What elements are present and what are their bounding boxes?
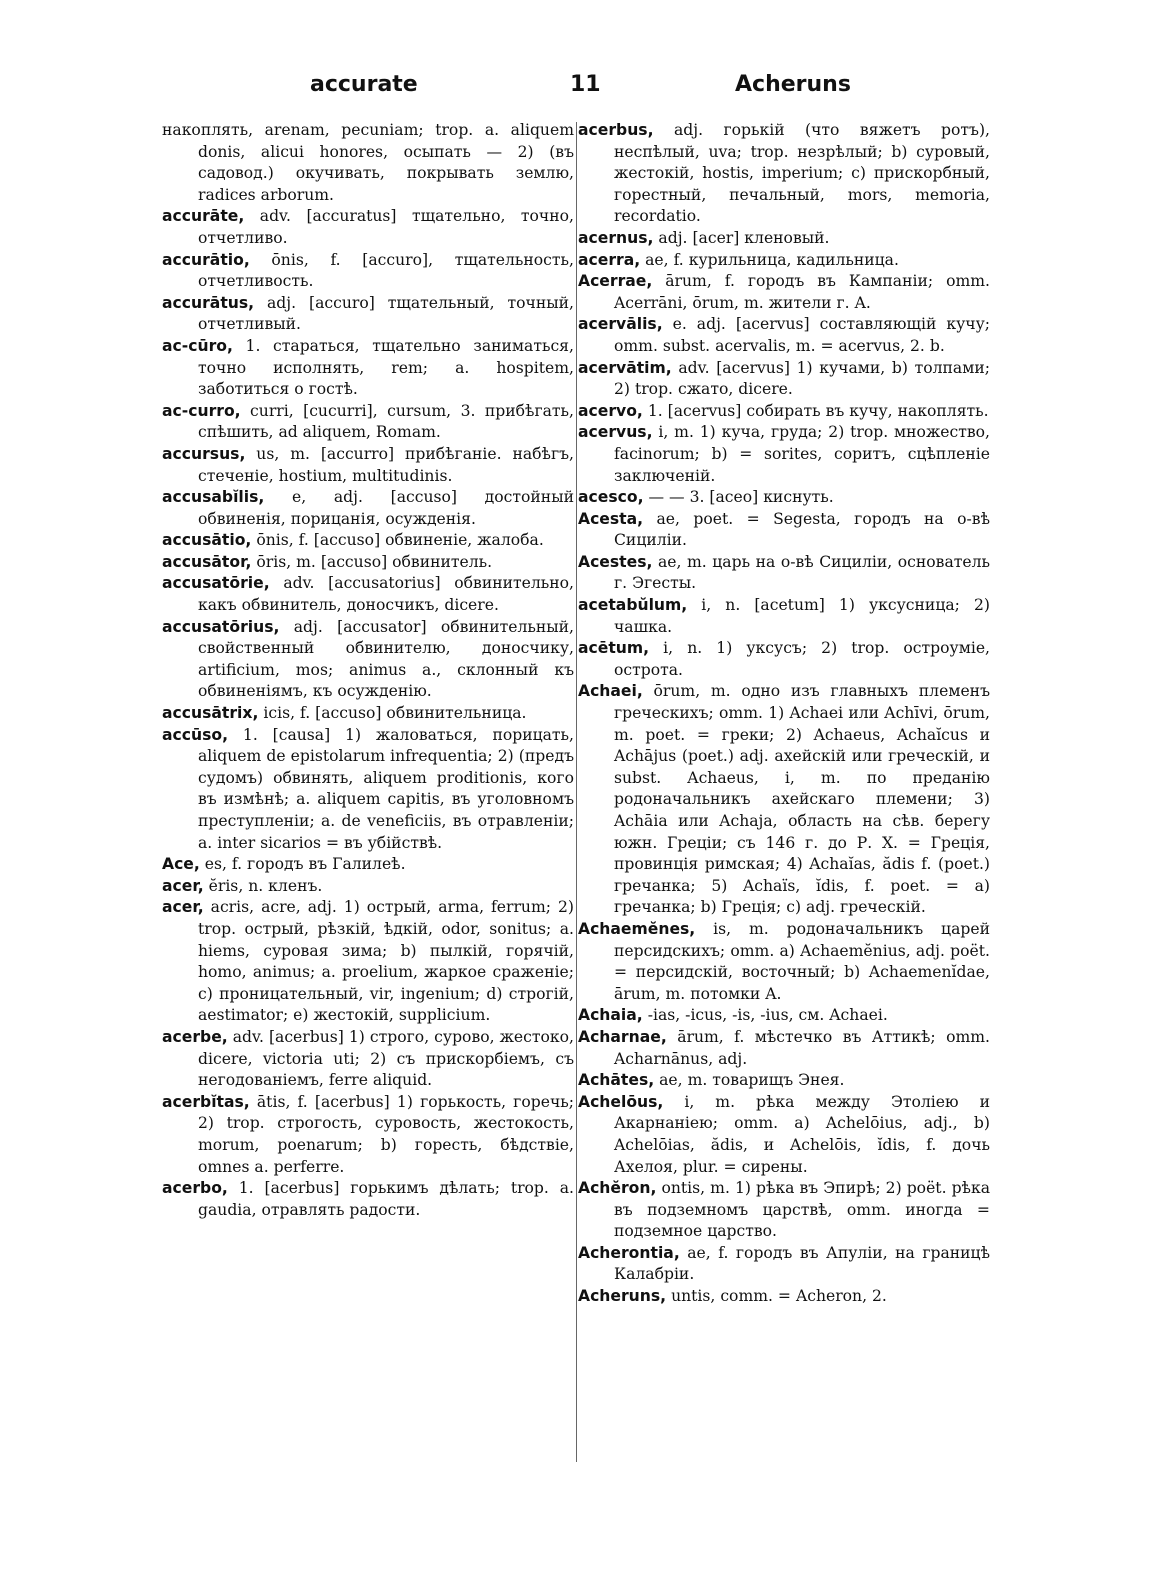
- dictionary-entry: [162, 897, 574, 1027]
- entry-definition: untis, comm. = Acheron, 2.: [671, 1287, 887, 1306]
- page-header: [0, 72, 1163, 108]
- dictionary-entry: [578, 314, 990, 357]
- entry-headword: accurātio,: [162, 250, 250, 269]
- dictionary-entry: [578, 681, 990, 919]
- entry-definition: i, n. 1) уксусъ; 2) trop. остроуміе, острота.: [614, 639, 990, 679]
- entry-headword: Acharnae,: [578, 1027, 667, 1046]
- entry-headword: Achaemĕnes,: [578, 919, 696, 938]
- entry-definition: us, m. [accurro] прибѣганіе. набѣгъ, стеченіе, hostium, multitudinis.: [198, 444, 575, 485]
- entry-headword: Achĕron,: [578, 1179, 657, 1198]
- entry-definition: ōris, m. [accuso] обвинитель.: [256, 552, 493, 571]
- dictionary-entry: [578, 1178, 990, 1243]
- entry-headword: accurātus,: [162, 293, 255, 312]
- entry-headword: accusatōrius,: [162, 617, 280, 636]
- dictionary-entry: [162, 487, 574, 530]
- entry-headword: Ace,: [162, 855, 200, 874]
- entry-definition: adj. [accusator] обвинительный, свойственный обвинителю, доносчику, artificium, mos; animus a., склонный къ обвиненіямъ, къ осужденію.: [198, 617, 574, 701]
- entry-definition: ae, poet. = Segesta, городъ на о-вѣ Сициліи.: [614, 509, 990, 550]
- entry-definition: ārum, f. мѣстечко въ Аттикѣ; omm. Acharnānus, adj.: [614, 1027, 990, 1068]
- entry-headword: accusātrix,: [162, 704, 259, 723]
- dictionary-entry: [162, 854, 574, 876]
- dictionary-entry: [162, 1027, 574, 1092]
- entry-definition: ōrum, m. одно изъ главныхъ племенъ греческихъ; omm. 1) Achaei или Achīvi, ōrum, m. poet. = греки; 2) Achaeus, Achaĭcus и Achājus (poet.) adj. ахейскій или греческій, и subst. Achaeus, i, m. по преданію родоначальникъ ахейскаго племени; 3) Achāia или Achaja, область на сѣв. берегу южн. Греціи; съ 146 г. до Р. Х. = Греція, провинція римская; 4) Achaĭas, ădis f. (poet.) гречанка; 5) Achaïs, ĭdis, f. poet. = a) гречанка; b) Греція; c) adj. греческій.: [614, 682, 990, 917]
- dictionary-entry: [578, 509, 990, 552]
- entry-definition: накоплять, arenam, pecuniam; trop. a. aliquem donis, alicui honores, осыпать — 2) (въ садовод.) окучивать, покрывать землю, radices arborum.: [162, 121, 574, 204]
- entry-headword: acernus,: [578, 228, 654, 247]
- left-column: [162, 120, 574, 1221]
- entry-headword: accusabĭlis,: [162, 488, 265, 507]
- dictionary-entry: [578, 228, 990, 250]
- entry-definition: ae, f. курильница, кадильница.: [645, 250, 899, 269]
- entry-definition: icis, f. [accuso] обвинительница.: [263, 704, 527, 723]
- entry-headword: acerbo,: [162, 1179, 228, 1198]
- dictionary-entry: [578, 595, 990, 638]
- dictionary-entry: [578, 1070, 990, 1092]
- entry-definition: acris, acre, adj. 1) острый, arma, ferrum; 2) trop. острый, рѣзкій, ѣдкій, odor, sonitus; a. hiems, суровая зима; b) пылкій, горячій, homo, animus; a. proelium, жаркое сраженіе; c) проницательный, vir, ingenium; d) строгій, aestimator; e) жестокій, supplicium.: [198, 898, 574, 1025]
- entry-definition: es, f. городъ въ Галилеѣ.: [204, 855, 406, 874]
- dictionary-entry: [578, 552, 990, 595]
- entry-headword: acetabŭlum,: [578, 596, 688, 615]
- entry-definition: curri, [cucurri], cursum, 3. прибѣгать, спѣшить, ad aliquem, Romam.: [198, 401, 574, 442]
- entry-definition: 1. [causa] 1) жаловаться, порицать, aliquem de epistolarum infrequentia; 2) (предъ судомъ) обвинять, aliquem proditionis, кого въ измѣнѣ; a. aliquem capitis, въ уголовномъ преступленіи; a. de veneficiis, въ отравленіи; a. inter sicarios = въ убійствѣ.: [198, 725, 574, 852]
- dictionary-entry: [162, 401, 574, 444]
- entry-headword: accūso,: [162, 725, 229, 744]
- entry-definition: e. adj. [acervus] составляющій кучу; omm. subst. acervalis, m. = acervus, 2. b.: [614, 315, 990, 355]
- page-number: 11: [570, 72, 601, 97]
- entry-definition: e, adj. [accuso] достойный обвиненія, порицанія, осужденія.: [198, 488, 574, 528]
- entry-headword: Achelōus,: [578, 1092, 664, 1111]
- entry-definition: ōnis, f. [accuso] обвиненіе, жалоба.: [256, 531, 544, 550]
- entry-headword: ac-curro,: [162, 401, 241, 420]
- entry-headword: acerbe,: [162, 1027, 228, 1046]
- entry-definition: ae, m. царь на о-вѣ Сициліи, основатель г. Эгесты.: [614, 552, 990, 593]
- dictionary-entry: [162, 573, 574, 616]
- dictionary-entry: [578, 271, 990, 314]
- dictionary-entry: [578, 1027, 990, 1070]
- dictionary-entry: [162, 336, 574, 401]
- column-divider: [576, 122, 577, 1462]
- entry-definition: adj. горькій (что вяжетъ ротъ), неспѣлый, uva; trop. незрѣлый; b) суровый, жестокій, hostis, imperium; c) прискорбный, горестный, печальный, mors, memoria, recordatio.: [614, 121, 990, 226]
- entry-definition: 1. стараться, тщательно заниматься, точно исполнять, rem; a. hospitem, заботиться о гостѣ.: [198, 336, 574, 399]
- entry-headword: acer,: [162, 876, 204, 895]
- entry-definition: adv. [acervus] 1) кучами, b) толпами; 2) trop. сжато, dicere.: [614, 358, 990, 399]
- entry-headword: Acestes,: [578, 552, 653, 571]
- dictionary-entry: [162, 206, 574, 249]
- dictionary-entry: [162, 250, 574, 293]
- entry-definition: -ias, -icus, -is, -ius, см. Achaei.: [647, 1006, 888, 1025]
- dictionary-entry: [162, 444, 574, 487]
- entry-headword: Acheruns,: [578, 1287, 667, 1306]
- entry-headword: acerra,: [578, 250, 641, 269]
- dictionary-entry: [578, 638, 990, 681]
- dictionary-entry: [162, 1178, 574, 1221]
- entry-headword: ac-cūro,: [162, 336, 233, 355]
- entry-headword: acer,: [162, 898, 204, 917]
- entry-headword: acerbus,: [578, 121, 654, 139]
- entry-headword: acervālis,: [578, 315, 663, 334]
- entry-definition: i, m. 1) куча, груда; 2) trop. множество, facinorum; b) = sorites, соритъ, сцѣпленіе заключеній.: [614, 423, 990, 485]
- entry-headword: Achaei,: [578, 682, 643, 701]
- dictionary-entry: [162, 120, 574, 206]
- entry-headword: accursus,: [162, 444, 246, 463]
- entry-definition: adj. [acer] кленовый.: [658, 228, 830, 247]
- entry-headword: acervus,: [578, 423, 653, 442]
- dictionary-entry: [162, 293, 574, 336]
- entry-definition: is, m. родоначальникъ царей персидскихъ; omm. a) Achaemĕnius, adj. poët. = персидскій, восточный; b) Achaemenĭdae, ārum, m. потомки A.: [614, 919, 990, 1003]
- entry-headword: Acerrae,: [578, 272, 653, 291]
- entry-headword: acētum,: [578, 639, 650, 658]
- dictionary-entry: [162, 617, 574, 703]
- entry-headword: acervātim,: [578, 358, 672, 377]
- entry-headword: accusātio,: [162, 531, 252, 550]
- dictionary-entry: [162, 552, 574, 574]
- dictionary-entry: [578, 422, 990, 487]
- entry-headword: acerbĭtas,: [162, 1092, 250, 1111]
- entry-definition: ae, f. городъ въ Апуліи, на границѣ Калабріи.: [614, 1243, 990, 1284]
- dictionary-entry: [578, 487, 990, 509]
- entry-definition: adv. [acerbus] 1) строго, сурово, жестоко, dicere, victoria uti; 2) съ прискорбіемъ, съ негодованіемъ, ferre aliquid.: [198, 1027, 574, 1090]
- entry-definition: ārum, f. городъ въ Кампаніи; omm. Acerrāni, ōrum, m. жители г. A.: [614, 272, 990, 312]
- dictionary-entry: [578, 401, 990, 423]
- dictionary-entry: [578, 1286, 990, 1308]
- dictionary-entry: [162, 1092, 574, 1178]
- entry-definition: — — 3. [aceo] киснуть.: [648, 488, 834, 507]
- entry-headword: Achaia,: [578, 1006, 643, 1025]
- entry-definition: adv. [accusatorius] обвинительно, какъ обвинитель, доносчикъ, dicere.: [198, 574, 574, 615]
- entry-headword: accusatōrie,: [162, 574, 270, 593]
- right-guide-word: Acheruns: [735, 72, 851, 97]
- entry-headword: accurāte,: [162, 207, 245, 226]
- dictionary-entry: [162, 876, 574, 898]
- dictionary-entry: [578, 1092, 990, 1178]
- entry-headword: Acherontia,: [578, 1243, 680, 1262]
- dictionary-entry: [578, 250, 990, 272]
- left-guide-word: accurate: [310, 72, 418, 97]
- entry-headword: Achātes,: [578, 1071, 655, 1090]
- entry-definition: i, m. рѣка между Этоліею и Акарнаніею; omm. a) Achelōius, adj., b) Achelōias, ădis, и Achelōis, ĭdis, f. дочь Ахелоя, plur. = сирены.: [614, 1092, 990, 1176]
- dictionary-entry: [578, 358, 990, 401]
- entry-definition: i, n. [acetum] 1) уксусница; 2) чашка.: [614, 596, 990, 636]
- dictionary-entry: [578, 1243, 990, 1286]
- entry-headword: Acesta,: [578, 509, 644, 528]
- entry-definition: ĕris, n. кленъ.: [208, 876, 323, 895]
- entry-definition: adv. [accuratus] тщательно, точно, отчетливо.: [198, 207, 574, 247]
- entry-headword: accusātor,: [162, 552, 252, 571]
- entry-headword: acesco,: [578, 488, 644, 507]
- dictionary-entry: [162, 703, 574, 725]
- dictionary-entry: [162, 725, 574, 855]
- entry-definition: 1. [acerbus] горькимъ дѣлать; trop. a. gaudia, отравлять радости.: [198, 1179, 575, 1219]
- entry-definition: ae, m. товарищъ Энея.: [659, 1071, 845, 1090]
- dictionary-entry: [578, 120, 990, 228]
- entry-definition: adj. [accuro] тщательный, точный, отчетливый.: [198, 293, 574, 334]
- entry-definition: ātis, f. [acerbus] 1) горькость, горечь; 2) trop. строгость, суровость, жестокость, morum, poenarum; b) горесть, бѣдствіе, omnes a. perferre.: [198, 1092, 574, 1176]
- right-column: [578, 120, 990, 1308]
- dictionary-entry: [578, 919, 990, 1005]
- dictionary-entry: [162, 530, 574, 552]
- dictionary-entry: [578, 1005, 990, 1027]
- entry-definition: ōnis, f. [accuro], тщательность, отчетливость.: [198, 250, 574, 291]
- entry-headword: acervo,: [578, 401, 643, 420]
- entry-definition: ontis, m. 1) рѣка въ Эпирѣ; 2) poët. рѣка въ подземномъ царствѣ, omm. иногда = подземное царство.: [614, 1179, 990, 1241]
- entry-definition: 1. [acervus] собирать въ кучу, накоплять.: [647, 401, 989, 420]
